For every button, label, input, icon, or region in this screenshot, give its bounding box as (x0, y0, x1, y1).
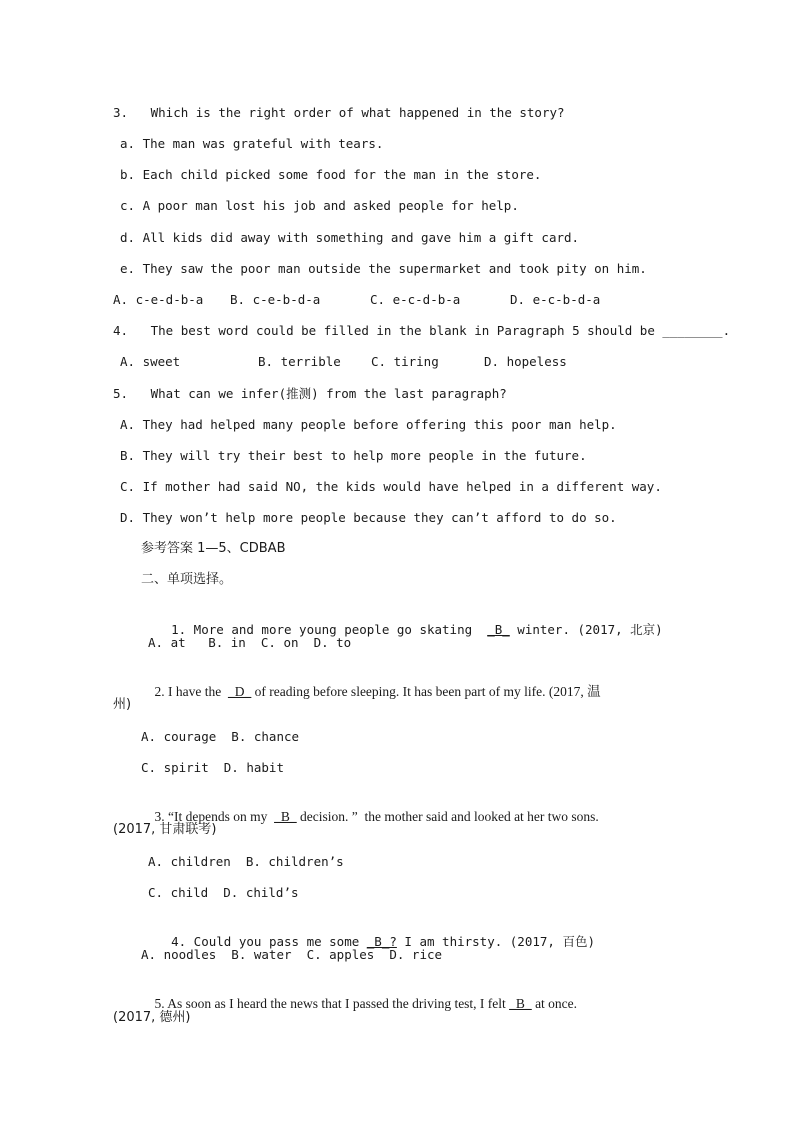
q4-option-d: D. hopeless (484, 354, 567, 369)
question-3-stem: 3. Which is the right order of what happened in the story? (113, 105, 565, 120)
answer-blank: _D_ (227, 684, 252, 699)
mc3-source-continuation: (2017, 甘肃联考) (113, 822, 217, 837)
question-4-stem: 4. The best word could be filled in the blank in Paragraph 5 should be ________. (113, 323, 731, 338)
q5-option-d: D. They won’t help more people because they can’t afford to do so. (120, 510, 617, 525)
q3-event-a: a. The man was grateful with tears. (120, 136, 384, 151)
q3-event-e: e. They saw the poor man outside the supermarket and took pity on him. (120, 261, 647, 276)
q3-event-b: b. Each child picked some food for the man in the store. (120, 167, 542, 182)
q5-option-c: C. If mother had said NO, the kids would have helped in a different way. (120, 479, 662, 494)
mc-question-5: 5. As soon as I heard the news that I passed the driving test, I felt _B_ at once. (154, 996, 578, 1011)
section-title: 二、单项选择。 (141, 572, 233, 587)
q4-option-a: A. sweet (120, 354, 181, 369)
mc-question-1: 1. More and more young people go skating _B_ winter. (2017, 北京) (171, 622, 663, 637)
q5-option-b: B. They will try their best to help more people in the future. (120, 448, 587, 463)
answer-key: 参考答案 1—5、CDBAB (141, 541, 286, 556)
mc5-source-continuation: (2017, 德州) (113, 1010, 191, 1025)
q3-option-a: A. c-e-d-b-a (113, 292, 204, 307)
mc-question-2: 2. I have the _D_ of reading before sleeping. It has been part of my life. (2017, 温 (154, 684, 601, 699)
q3-event-c: c. A poor man lost his job and asked people for help. (120, 198, 519, 213)
mc4-options: A. noodles B. water C. apples D. rice (141, 947, 443, 962)
answer-blank: _B_? (366, 934, 397, 949)
q3-event-d: d. All kids did away with something and gave him a gift card. (120, 230, 580, 245)
mc1-options: A. at B. in C. on D. to (148, 635, 352, 650)
mc3-options-row-2: C. child D. child’s (148, 885, 299, 900)
mc-question-4: 4. Could you pass me some _B_? I am thirsty. (2017, 百色) (171, 934, 595, 949)
question-5-stem: 5. What can we infer(推测) from the last paragraph? (113, 386, 507, 401)
mc2-options-row-2: C. spirit D. habit (141, 760, 284, 775)
q4-option-b: B. terrible (258, 354, 341, 369)
answer-blank: _B_ (487, 622, 510, 637)
answer-blank: _B_ (509, 996, 532, 1011)
mc2-options-row-1: A. courage B. chance (141, 729, 300, 744)
mc-question-3: 3. “It depends on my _B_ decision. ” the mother said and looked at her two sons. (154, 809, 599, 824)
q3-option-b: B. c-e-b-d-a (230, 292, 321, 307)
mc3-options-row-1: A. children B. children’s (148, 854, 344, 869)
q5-option-a: A. They had helped many people before offering this poor man help. (120, 417, 617, 432)
q3-option-c: C. e-c-d-b-a (370, 292, 461, 307)
answer-blank: _B_ (274, 809, 297, 824)
q3-option-d: D. e-c-b-d-a (510, 292, 601, 307)
q4-option-c: C. tiring (371, 354, 439, 369)
mc2-source-continuation: 州) (113, 697, 132, 712)
